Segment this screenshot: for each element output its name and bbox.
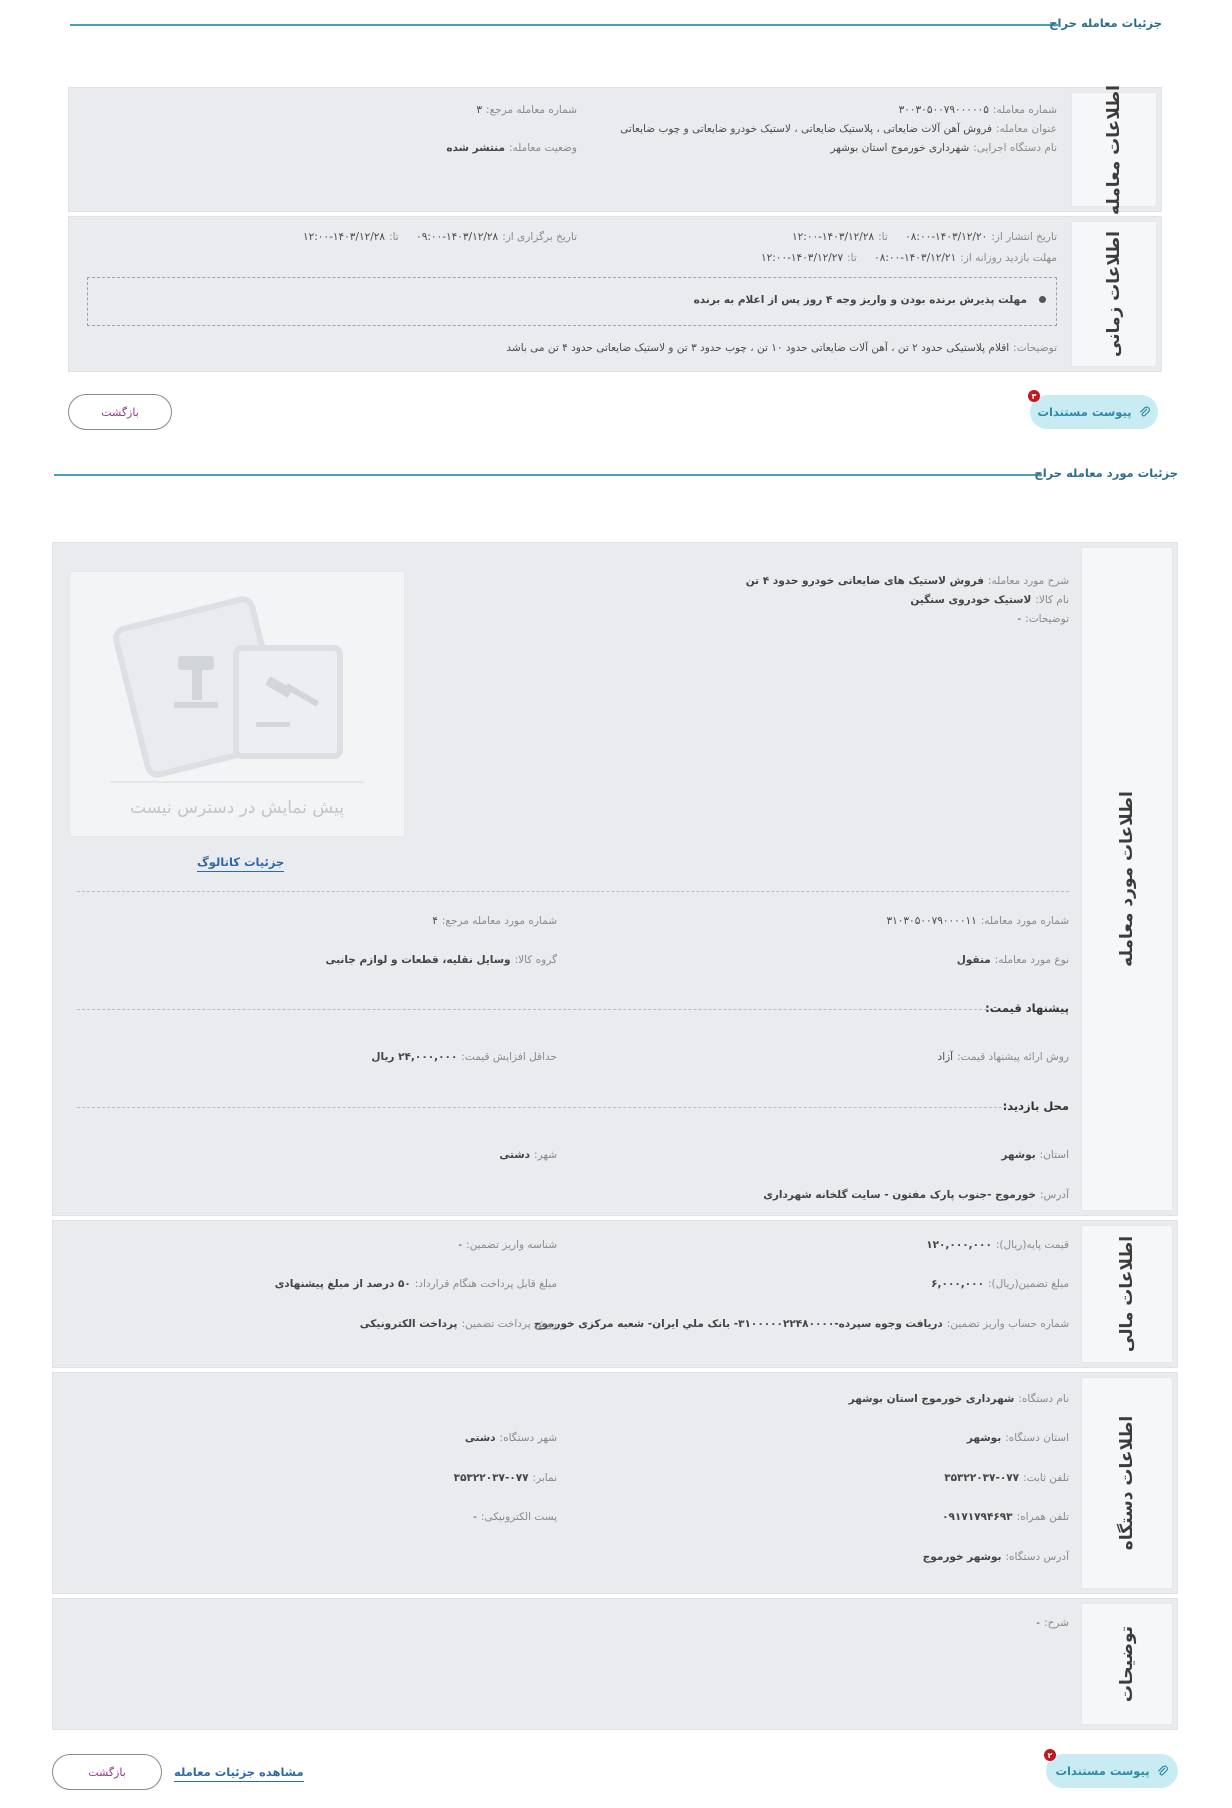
goods-group: گروه کالا:وسایل نقلیه، قطعات و لوازم جانبی [325, 954, 557, 966]
visit-address: آدرس:خورموج -جنوب پارک مفتون - سایت گلخانه شهرداری [763, 1189, 1069, 1201]
org-mobile: تلفن همراه:۰۹۱۷۱۷۹۴۶۹۳ [942, 1511, 1069, 1523]
visit-city: شهر:دشتی [499, 1149, 557, 1161]
org-name: نام دستگاه:شهرداری خورموج استان بوشهر [848, 1393, 1069, 1405]
executing-org: نام دستگاه اجرایی:شهرداری خورموج استان بوشهر [830, 142, 1057, 154]
item-section-header [54, 464, 1178, 484]
back-button[interactable]: بازگشت [68, 394, 172, 430]
org-info-tab: اطلاعات دستگاه [1081, 1377, 1173, 1589]
org-address: آدرس دستگاه:بوشهر خورموج [922, 1551, 1069, 1563]
deal-info-tab: اطلاعات معامله [1071, 92, 1157, 207]
divider [77, 1009, 987, 1010]
section-divider [54, 474, 1042, 476]
org-info-panel [52, 1372, 1178, 1594]
deal-status: وضعیت معامله:منتشر شده [446, 142, 577, 154]
attach-label: پیوست مستندات [1037, 405, 1132, 419]
section-divider [70, 24, 1058, 26]
item-description: شرح مورد معامله:فروش لاستیک های ضایعاتی خودرو حدود ۴ تن [745, 575, 1069, 587]
attach-label: پیوست مستندات [1055, 1764, 1150, 1778]
item-info-panel [52, 542, 1178, 1216]
section-title: جزئیات مورد معامله حراج [1034, 466, 1178, 480]
publish-date: تاریخ انتشار از:۱۴۰۳/۱۲/۲۰-۰۸:۰۰ تا:۱۴۰۳/۱۲/۲۸-۱۲:۰۰ [792, 231, 1057, 243]
deadline-note-box [87, 277, 1057, 326]
goods-name: نام کالا:لاستیک خودروی سنگین [910, 594, 1069, 606]
notes-tab: توضیحات [1081, 1603, 1173, 1725]
base-price: قیمت پایه(ریال):۱۲۰,۰۰۰,۰۰۰ [926, 1239, 1069, 1251]
deal-info-panel [68, 84, 1162, 215]
divider [77, 891, 1069, 892]
price-offer-heading: پیشنهاد قیمت: [985, 1001, 1069, 1015]
deal-number: شماره معامله:۳۰۰۳۰۵۰۰۷۹۰۰۰۰۰۵ [898, 104, 1057, 116]
preview-unavailable-text: پیش نمایش در دسترس نیست [130, 798, 344, 818]
item-ref-number: شماره مورد معامله مرجع:۴ [432, 915, 557, 927]
time-description: توضیحات:اقلام پلاستیکی حدود ۲ تن ، آهن آلات ضایعاتی حدود ۱۰ تن ، چوب حدود ۳ تن و لاستیک ضایعاتی حدود ۴ تن می باشد [506, 342, 1057, 354]
catalog-details-link[interactable]: جزئیات کاتالوگ [197, 855, 284, 872]
attach-count-badge: ۳ [1028, 390, 1040, 402]
paperclip-icon [1156, 1765, 1169, 1778]
org-email: پست الکترونیکی:- [473, 1511, 557, 1523]
finance-info-tab: اطلاعات مالی [1081, 1225, 1173, 1363]
visit-province: استان:بوشهر [1001, 1149, 1069, 1161]
divider [77, 1107, 1007, 1108]
section-title: جزئیات معامله حراج [1049, 16, 1162, 30]
attach-count-badge: ۲ [1044, 1749, 1056, 1761]
item-type: نوع مورد معامله:منقول [956, 954, 1069, 966]
notes-description: شرح:- [1036, 1617, 1069, 1629]
paperclip-icon [1138, 406, 1151, 419]
item-notes: توضیحات:- [1017, 613, 1069, 625]
notes-panel [52, 1598, 1178, 1730]
attach-documents-button[interactable] [1030, 391, 1158, 429]
attach-documents-button-bottom[interactable] [1046, 1750, 1178, 1788]
payable-amount: مبلغ قابل پرداخت هنگام قرارداد:۵۰ درصد از مبلغ پیشنهادی [274, 1278, 557, 1290]
back-button-bottom[interactable]: بازگشت [52, 1754, 162, 1790]
time-info-panel [68, 216, 1162, 372]
org-fax: نمابر:۰۷۷-۳۵۳۲۲۰۳۷ [453, 1472, 557, 1484]
ref-deal-number: شماره معامله مرجع:۳ [476, 104, 577, 116]
deadline-note: مهلت پذیرش برنده بودن و واریز وجه ۴ روز پس از اعلام به برنده [693, 294, 1027, 306]
visit-deadline: مهلت بازدید روزانه از:۱۴۰۳/۱۲/۲۱-۰۸:۰۰ تا:۱۴۰۳/۱۲/۲۷-۱۲:۰۰ [760, 252, 1057, 264]
guarantee-amount: مبلغ تضمین(ریال):۶,۰۰۰,۰۰۰ [931, 1278, 1069, 1290]
org-phone: تلفن ثابت:۰۷۷-۳۵۳۲۲۰۳۷ [944, 1472, 1069, 1484]
gavel-placeholder-icon [70, 572, 404, 802]
org-province: استان دستگاه:بوشهر [966, 1432, 1069, 1444]
finance-info-panel [52, 1220, 1178, 1368]
bullet-icon [1039, 296, 1046, 303]
item-number: شماره مورد معامله:۳۱۰۳۰۵۰۰۷۹۰۰۰۰۱۱ [886, 915, 1069, 927]
item-info-tab: اطلاعات مورد معامله [1081, 547, 1173, 1211]
org-city: شهر دستگاه:دشتی [464, 1432, 557, 1444]
guarantee-account: شماره حساب واریز تضمین:دریافت وجوه سپرده-۳۱۰۰۰۰۰۲۲۴۸۰۰۰۰- بانک ملي ايران- شعبه مرکزی خورموج [533, 1318, 1069, 1330]
time-info-tab: اطلاعات زمانی [1071, 221, 1157, 367]
visit-location-heading: محل بازدید: [1002, 1099, 1069, 1113]
catalog-preview-image [69, 571, 405, 837]
guarantee-id: شناسه واریز تضمین:- [458, 1239, 557, 1251]
offer-method: روش ارائه پیشنهاد قیمت:آزاد [937, 1051, 1069, 1063]
view-deal-details-link[interactable]: مشاهده جزئیات معامله [174, 1765, 304, 1782]
deal-section-header [70, 14, 1162, 34]
guarantee-payment-method: روش پرداخت تضمین:پرداخت الکترونیکی [359, 1318, 557, 1330]
deal-title: عنوان معامله:فروش آهن آلات ضایعاتی ، پلاستیک ضایعاتی ، لاستیک خودرو ضایعاتی و چوب ضایعاتی [620, 123, 1057, 135]
min-increase: حداقل افزایش قیمت:۲۴,۰۰۰,۰۰۰ ریال [371, 1051, 557, 1063]
held-date: تاریخ برگزاری از:۱۴۰۳/۱۲/۲۸-۰۹:۰۰ تا:۱۴۰۳/۱۲/۲۸-۱۲:۰۰ [302, 231, 577, 243]
